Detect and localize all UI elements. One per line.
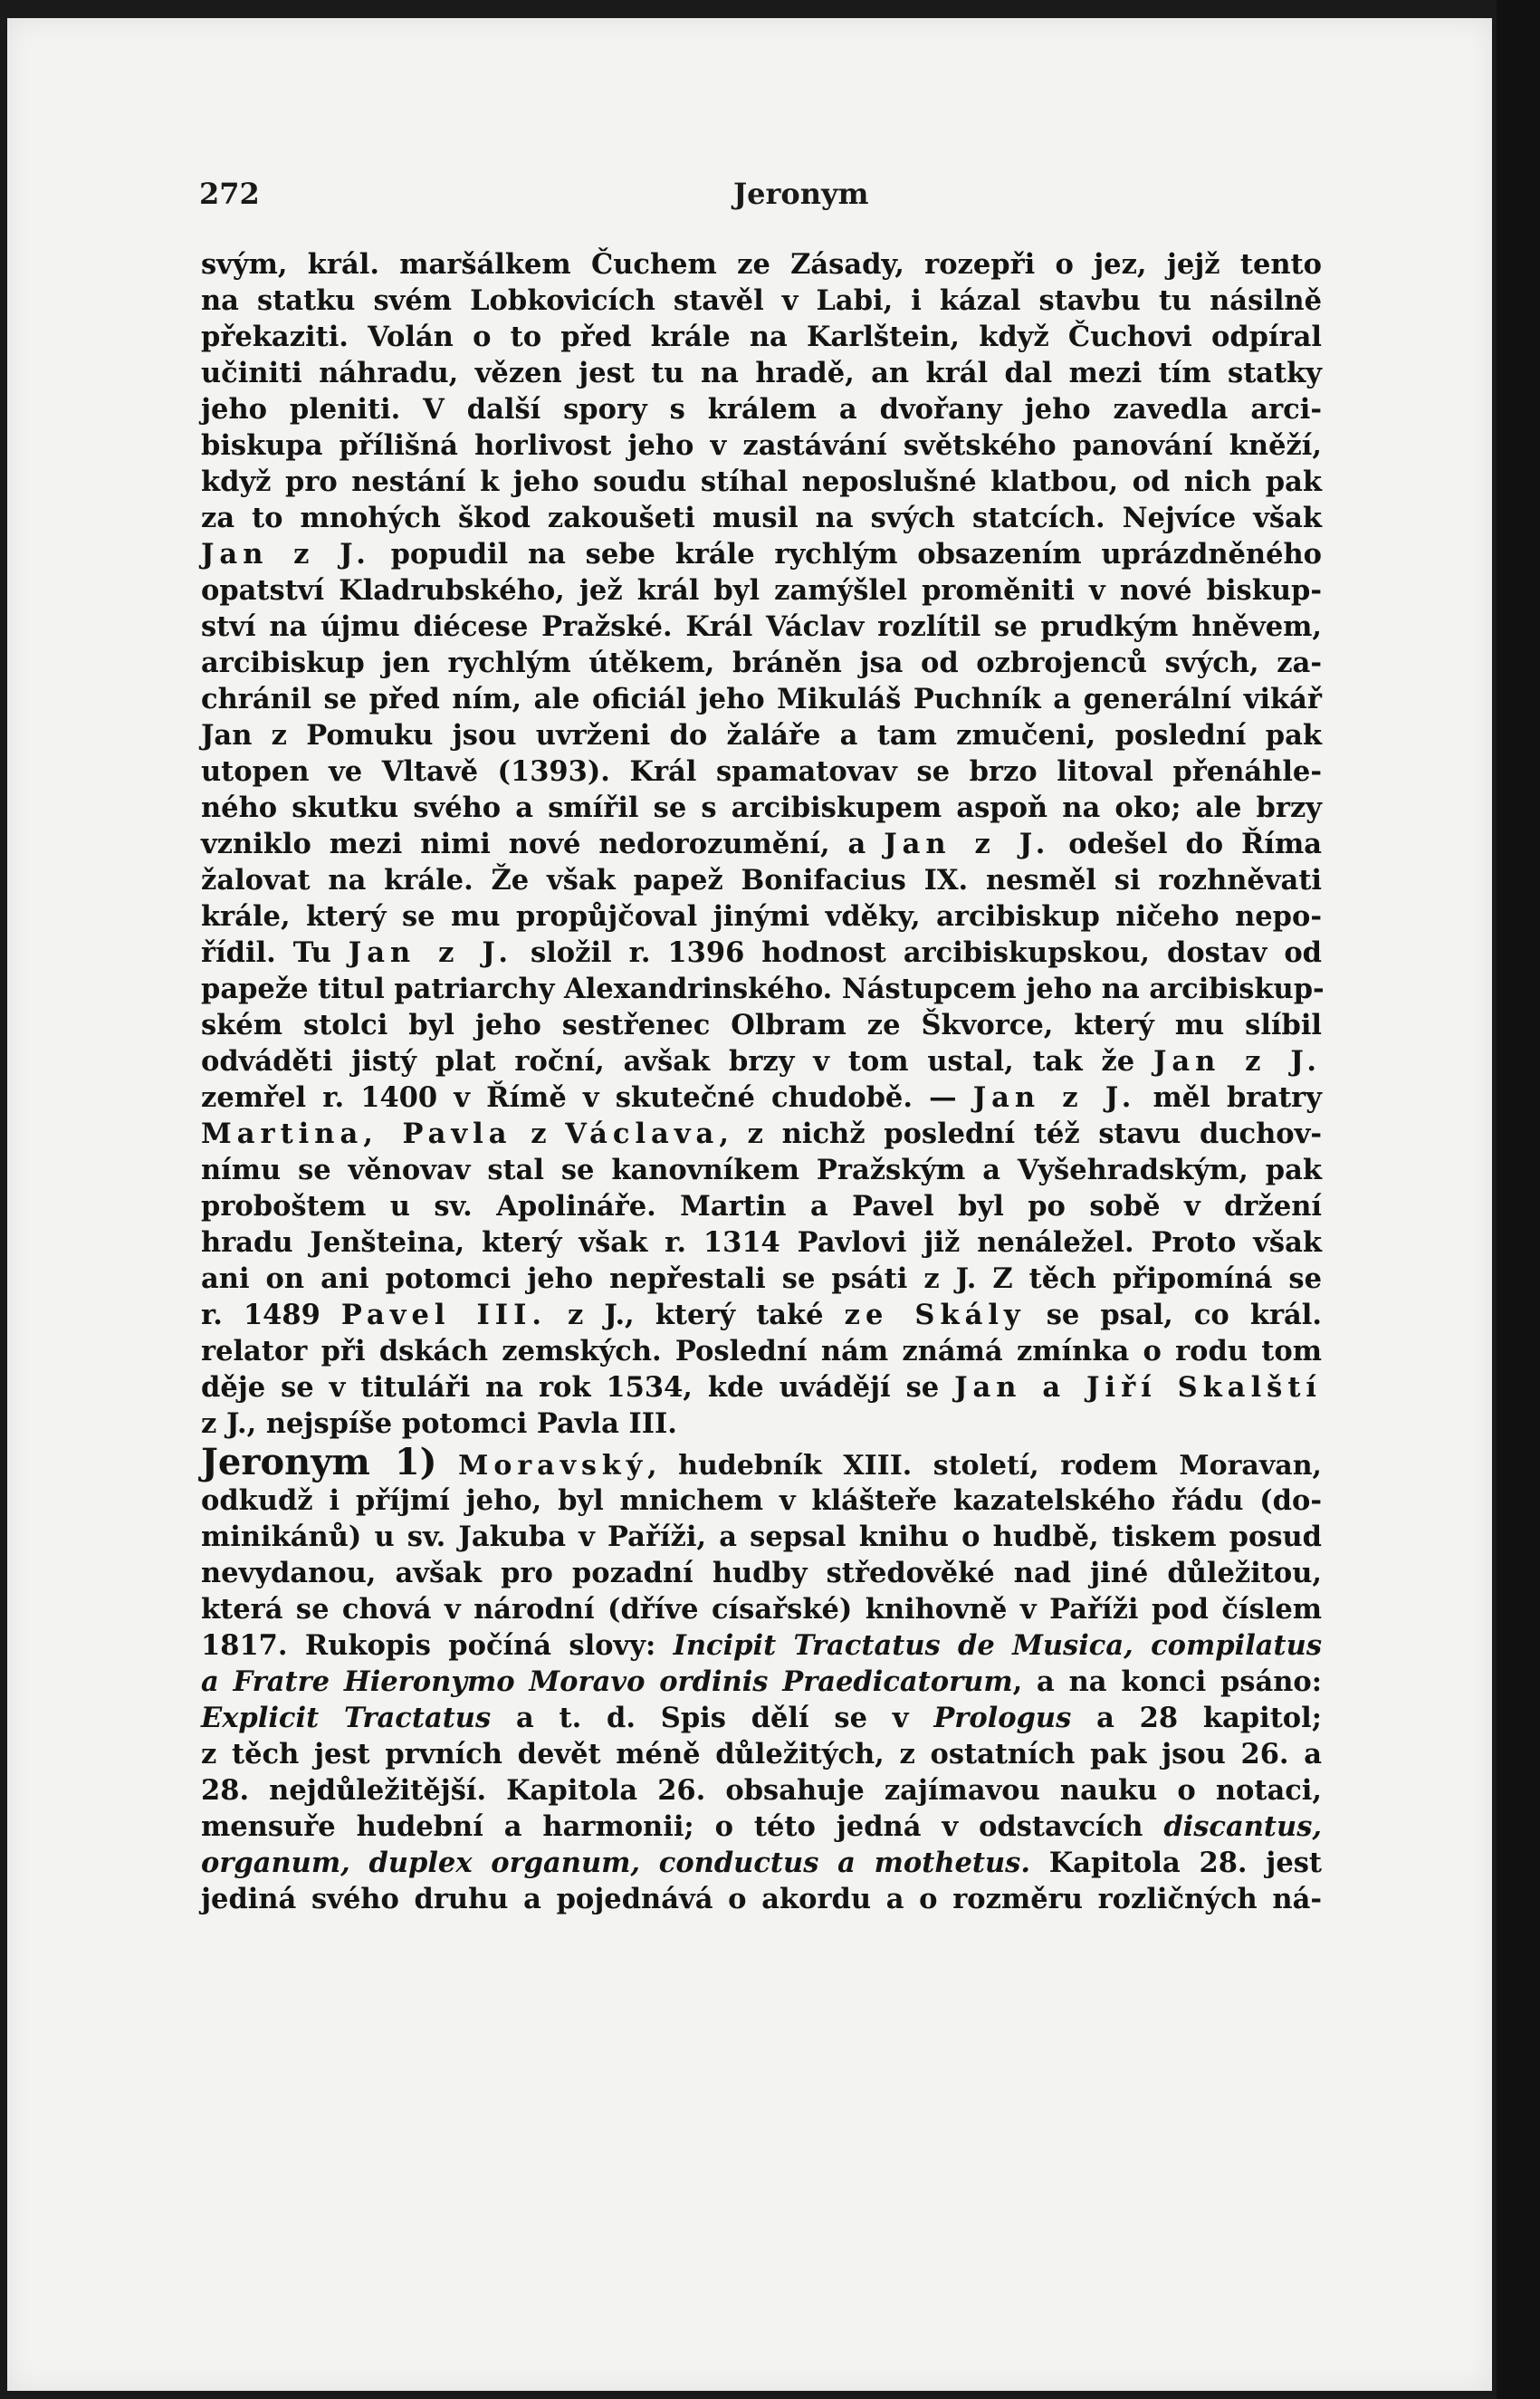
- text-line: Jan z Pomuku jsou uvrženi do žaláře a tam zmučeni, poslední pak: [201, 719, 1322, 752]
- body-text: [201, 246, 1325, 1917]
- text-line: nímu se věnovav stal se kanovníkem Pražským a Vyšehradským, pak: [201, 1154, 1322, 1186]
- spaced-name: Martina, Pavla: [201, 1118, 512, 1150]
- text-line: překaziti. Volán o to před krále na Karlštein, když Čuchovi odpíral: [201, 321, 1322, 353]
- text-line: ani on ani potomci jeho nepřestali se psáti z J. Z těch připomíná se: [201, 1262, 1322, 1295]
- page-header: [199, 177, 1313, 222]
- text-line: 1817. Rukopis počíná slovy: Incipit Tractatus de Musica, compilatus: [201, 1629, 1322, 1662]
- scan-edge-shadow: [1497, 0, 1540, 2399]
- text-line: odváděti jistý plat roční, avšak brzy v tom ustal, tak že Jan z J.: [201, 1045, 1323, 1078]
- latin-quote: a Fratre Hieronymo Moravo ordinis Praedicatorum: [201, 1665, 1013, 1698]
- text-line: chránil se před ním, ale oficiál jeho Mikuláš Puchník a generální vikář: [201, 683, 1322, 715]
- spaced-name: Pavel III.: [340, 1299, 547, 1331]
- text-line: hradu Jenšteina, který však r. 1314 Pavlovi již nenáležel. Proto však: [201, 1226, 1322, 1259]
- text-line: odkudž i příjmí jeho, byl mnichem v klášteře kazatelského řádu (do-: [201, 1484, 1322, 1517]
- text-line: žalovat na krále. Že však papež Bonifacius IX. nesměl si rozhněvati: [201, 864, 1322, 897]
- text-line: Jan z J. popudil na sebe krále rychlým obsazením uprázdněného: [201, 538, 1322, 571]
- spaced-name: Jan z J.: [348, 936, 514, 969]
- text-line: r. 1489 Pavel III. z J., který také ze Skály se psal, co král.: [201, 1299, 1322, 1331]
- spaced-name: Jan z J.: [1153, 1045, 1323, 1078]
- text-line: minikánů) u sv. Jakuba v Paříži, a sepsal knihu o hudbě, tiskem posud: [201, 1521, 1322, 1553]
- text-line: papeže titul patriarchy Alexandrinského. Nástupcem jeho na arcibiskup-: [201, 973, 1325, 1005]
- text-line: utopen ve Vltavě (1393). Král spamatovav se brzo litoval přenáhle-: [201, 755, 1322, 788]
- text-line: biskupa přílišná horlivost jeho v zastávání světského panování kněží,: [201, 429, 1322, 462]
- text-line: z J., nejspíše potomci Pavla III.: [201, 1407, 677, 1440]
- latin-term: discantus,: [1163, 1810, 1322, 1843]
- text-line: proboštem u sv. Apolináře. Martin a Pavel byl po sobě v držení: [201, 1190, 1322, 1223]
- text-line: ného skutku svého a smířil se s arcibiskupem aspoň na oko; ale brzy: [201, 792, 1322, 824]
- text-line: za to mnohých škod zakoušeti musil na svých statcích. Nejvíce však: [201, 502, 1322, 534]
- spaced-name: Jan a Jiří Skalští: [954, 1371, 1322, 1404]
- spaced-name: Jan z J.: [884, 828, 1051, 860]
- entry-first-line: Jeronym 1) Moravský, hudebník XIII. století, rodem Moravan,: [201, 1441, 1322, 1483]
- page-number: 272: [199, 177, 260, 211]
- spaced-name: Moravský: [458, 1450, 648, 1482]
- text-line: jeho pleniti. V další spory s králem a dvořany jeho zavedla arci-: [201, 393, 1322, 426]
- text-line: vzniklo mezi nimi nové nedorozumění, a Jan z J. odešel do Říma: [201, 828, 1323, 860]
- text-line: řídil. Tu Jan z J. složil r. 1396 hodnost arcibiskupskou, dostav od: [201, 936, 1322, 969]
- text-line: krále, který se mu propůjčoval jinými vděky, arcibiskup ničeho nepo-: [201, 900, 1322, 933]
- text-line: zemřel r. 1400 v Římě v skutečné chudobě. — Jan z J. měl bratry: [201, 1081, 1322, 1114]
- text-line: z těch jest prvních devět méně důležitých, z ostatních pak jsou 26. a: [201, 1738, 1322, 1770]
- spaced-name: Jan z J.: [972, 1081, 1137, 1114]
- spaced-name: Jan z J.: [201, 538, 371, 571]
- text-line: svým, král. maršálkem Čuchem ze Zásady, rozepři o jez, jejž tento: [201, 248, 1322, 281]
- text-line: Martina, Pavla z Václava, z nichž poslední též stavu duchov-: [201, 1118, 1322, 1150]
- text-line: 28. nejdůležitější. Kapitola 26. obsahuje zajímavou nauku o notaci,: [201, 1774, 1322, 1807]
- text-line: opatství Kladrubského, jež král byl zamýšlel proměniti v nové biskup-: [201, 574, 1322, 607]
- spaced-name: ze Skály: [844, 1299, 1026, 1331]
- latin-term: Prologus: [933, 1702, 1072, 1734]
- text-line: jediná svého druhu a pojednává o akordu a o rozměru rozličných ná-: [201, 1883, 1322, 1915]
- text-line: učiniti náhradu, vězen jest tu na hradě, an král dal mezi tím statky: [201, 357, 1322, 389]
- entry-headword: Jeronym 1): [201, 1441, 437, 1483]
- text-line: na statku svém Lobkovicích stavěl v Labi, i kázal stavbu tu násilně: [201, 284, 1322, 317]
- text-line: která se chová v národní (dříve císařské) knihovně v Paříži pod číslem: [201, 1593, 1322, 1626]
- latin-quote: Incipit Tractatus de Musica, compilatus: [673, 1629, 1322, 1662]
- text-line: a Fratre Hieronymo Moravo ordinis Praedicatorum, a na konci psáno:: [201, 1665, 1323, 1698]
- text-line: děje se v tituláři na rok 1534, kde uvádějí se Jan a Jiří Skalští: [201, 1371, 1322, 1404]
- text-line: ském stolci byl jeho sestřenec Olbram ze Škvorce, který mu slíbil: [201, 1009, 1322, 1041]
- latin-term: organum, duplex organum, conductus a mothetus.: [201, 1847, 1030, 1879]
- text-line: relator při dskách zemských. Poslední nám známá zmínka o rodu tom: [201, 1335, 1322, 1367]
- text-line: když pro nestání k jeho soudu stíhal neposlušné klatbou, od nich pak: [201, 465, 1322, 498]
- text-line: mensuře hudební a harmonii; o této jedná v odstavcích discantus,: [201, 1810, 1322, 1843]
- text-line: arcibiskup jen rychlým útěkem, bráněn jsa od ozbrojenců svých, za-: [201, 647, 1322, 679]
- text-line: Explicit Tractatus a t. d. Spis dělí se v Prologus a 28 kapitol;: [201, 1702, 1322, 1734]
- latin-quote: Explicit Tractatus: [201, 1702, 492, 1734]
- running-head: Jeronym: [733, 177, 869, 211]
- text-line: organum, duplex organum, conductus a mothetus. Kapitola 28. jest: [201, 1847, 1322, 1879]
- text-line: nevydanou, avšak pro pozadní hudby středověké nad jiné důležitou,: [201, 1557, 1322, 1589]
- spaced-name: Václava: [565, 1118, 720, 1150]
- text-line: ství na újmu diécese Pražské. Král Václav rozlítil se prudkým hněvem,: [201, 610, 1322, 643]
